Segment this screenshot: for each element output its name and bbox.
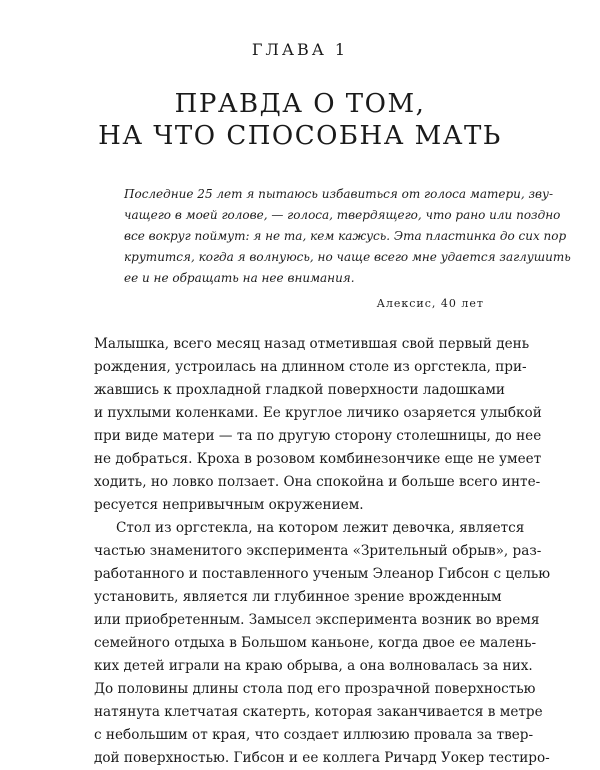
epigraph-line: ее и не обращать на нее внимания.	[124, 271, 355, 285]
body-text	[94, 333, 551, 770]
paragraph-2-line: работанного и поставленного ученым Элеанор Гибсон с целью	[94, 566, 551, 582]
epigraph-line: чащего в моей голове, — голоса, твердящего, что рано или поздно	[124, 208, 561, 222]
chapter-title-line: ПРАВДА О ТОМ,	[174, 89, 426, 119]
epigraph-attribution: Алексис, 40 лет	[376, 297, 484, 310]
paragraph-2-line: установить, является ли глубинное зрение врожденным	[94, 589, 502, 605]
epigraph-line: Последние 25 лет я пытаюсь избавиться от голоса матери, зву-	[124, 187, 554, 201]
paragraph-2-line: Стол из оргстекла, на котором лежит девочка, является	[116, 520, 525, 536]
paragraph-2-line: с небольшим от края, что создает иллюзию провала за твер-	[94, 727, 534, 743]
chapter-label: ГЛАВА 1	[251, 40, 349, 59]
paragraph-2-line: семейного отдыха в Большом каньоне, когда двое ее малень-	[94, 635, 537, 651]
paragraph-1-line: ресуется непривычным окружением.	[94, 497, 364, 513]
chapter-title-line: НА ЧТО СПОСОБНА МАТЬ	[98, 121, 502, 151]
paragraph-2-line: натянута клетчатая скатерть, которая заканчивается в метре	[94, 704, 543, 720]
epigraph-line: крутится, когда я волнуюсь, но чаще всего мне удается заглушить	[124, 250, 571, 264]
epigraph-line: все вокруг поймут: я не та, кем кажусь. Эта пластинка до сих пор	[124, 229, 567, 243]
paragraph-1-line: рождения, устроилась на длинном столе из оргстекла, при-	[94, 359, 527, 375]
paragraph-2-line: частью знаменитого эксперимента «Зрительный обрыв», раз-	[94, 543, 542, 559]
epigraph	[124, 184, 571, 310]
paragraph-1-line: Малышка, всего месяц назад отметившая свой первый день	[94, 336, 530, 352]
paragraph-1-line: ходить, но ловко ползает. Она спокойна и больше всего инте-	[94, 474, 541, 490]
paragraph-1-line: не добраться. Кроха в розовом комбинезончике еще не умеет	[94, 451, 542, 467]
paragraph-2-line: дой поверхностью. Гибсон и ее коллега Ричард Уокер тестиро-	[94, 750, 550, 766]
paragraph-2-line: или приобретенным. Замысел эксперимента возник во время	[94, 612, 540, 628]
paragraph-1-line: и пухлыми коленками. Ее круглое личико озаряется улыбкой	[94, 405, 542, 421]
paragraph-1-line: при виде матери — та по другую сторону столешницы, до нее	[94, 428, 542, 444]
paragraph-2-line: До половины длины стола под его прозрачной поверхностью	[94, 681, 536, 697]
paragraph-1-line: жавшись к прохладной гладкой поверхности ладошками	[94, 382, 505, 398]
chapter-title	[0, 88, 600, 152]
paragraph-2-line: ких детей играли на краю обрыва, а она волновалась за них.	[94, 658, 533, 674]
